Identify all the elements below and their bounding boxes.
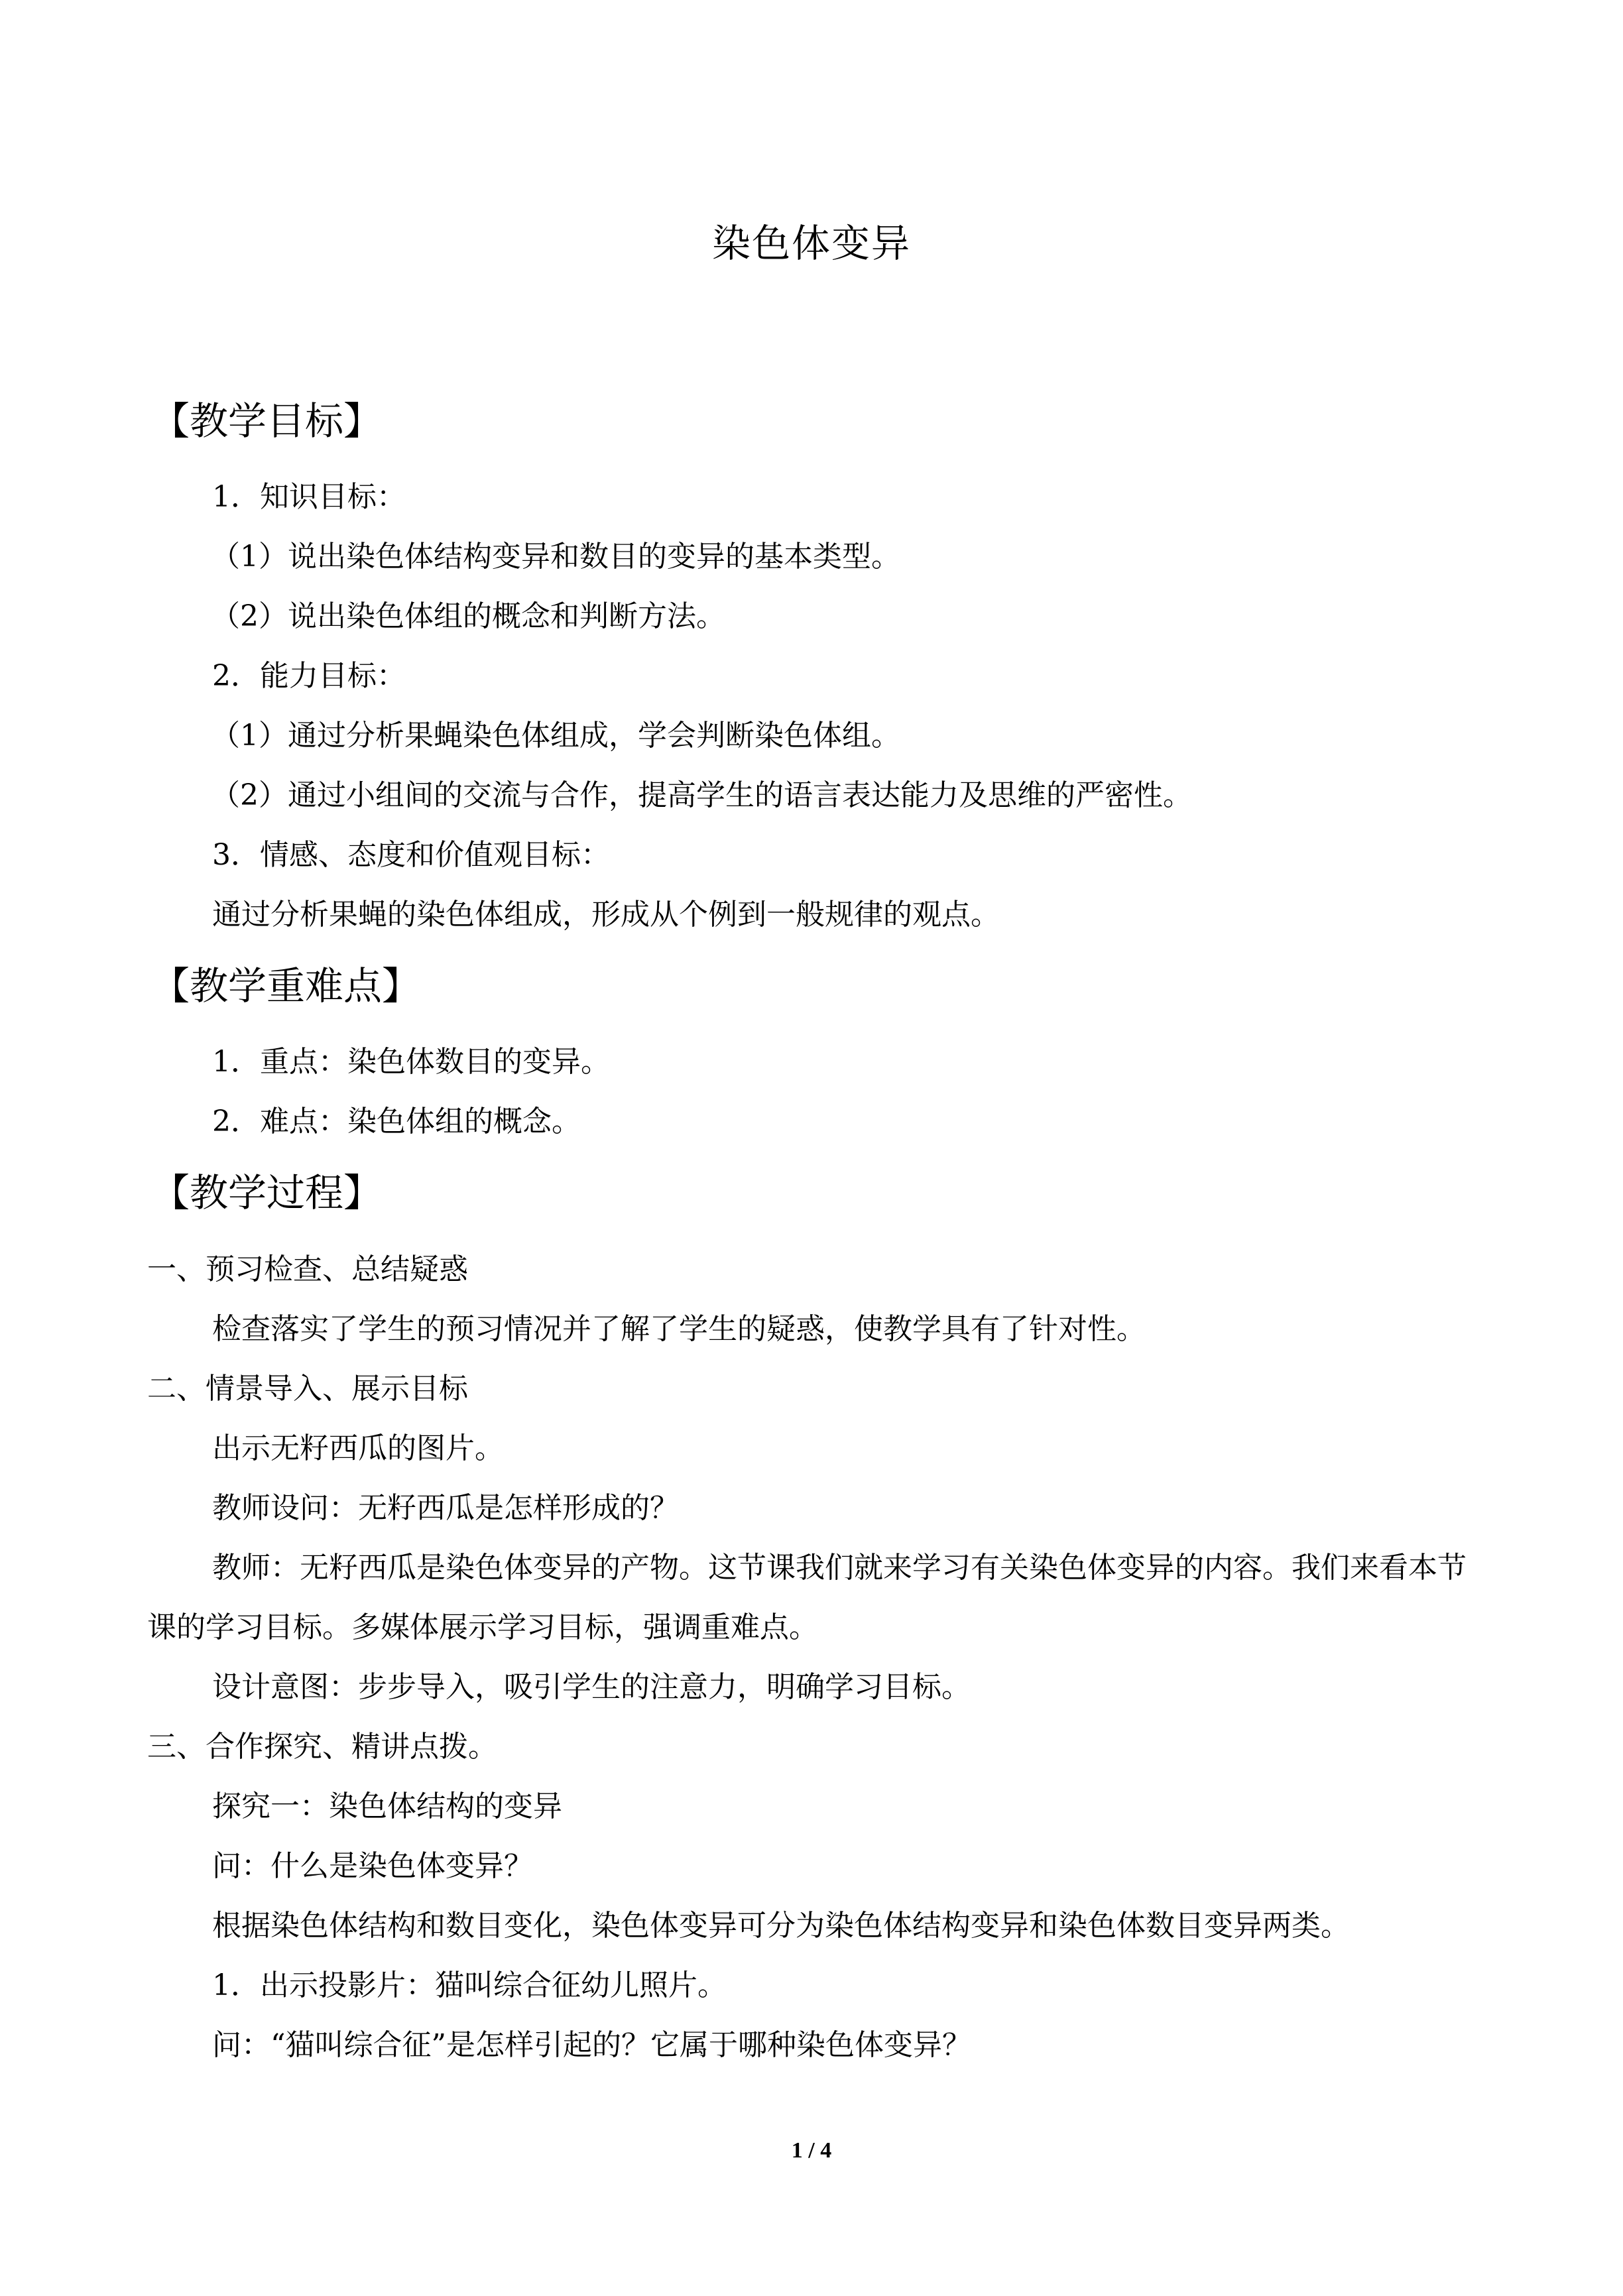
- goal-line-6: （2）通过小组间的交流与合作，提高学生的语言表达能力及思维的严密性。: [211, 778, 1192, 812]
- process-line-11: 根据染色体结构和数目变化，染色体变异可分为染色体结构变异和染色体数目变异两类。: [212, 1909, 1350, 1943]
- goal-line-8: 通过分析果蝇的染色体组成，形成从个例到一般规律的观点。: [212, 898, 1000, 932]
- process-line-1: 一、预习检查、总结疑惑: [147, 1252, 468, 1286]
- process-line-3: 二、情景导入、展示目标: [147, 1372, 468, 1406]
- goal-line-1: 1．知识目标：: [212, 480, 406, 514]
- goal-line-3: （2）说出染色体组的概念和判断方法。: [211, 599, 725, 633]
- process-line-4: 出示无籽西瓜的图片。: [212, 1431, 504, 1465]
- heading-teaching-process: 【教学过程】: [151, 1170, 383, 1215]
- heading-key-points: 【教学重难点】: [151, 963, 421, 1008]
- goal-line-7: 3．情感、态度和价值观目标：: [212, 838, 610, 872]
- heading-teaching-goals: 【教学目标】: [151, 398, 383, 444]
- goal-line-2: （1）说出染色体结构变异和数目的变异的基本类型。: [211, 540, 900, 574]
- process-line-12: 1．出示投影片：猫叫综合征幼儿照片。: [212, 1968, 727, 2002]
- process-line-5: 教师设问：无籽西瓜是怎样形成的？: [212, 1491, 679, 1525]
- goal-line-4: 2．能力目标：: [212, 659, 406, 693]
- process-line-2: 检查落实了学生的预习情况并了解了学生的疑惑，使教学具有了针对性。: [212, 1312, 1146, 1346]
- key-point-line-1: 1．重点：染色体数目的变异。: [212, 1045, 610, 1079]
- process-line-13: 问：“猫叫综合征”是怎样引起的？它属于哪种染色体变异？: [212, 2028, 971, 2062]
- document-title: 染色体变异: [711, 221, 911, 266]
- process-paragraph-teacher: 教师：无籽西瓜是染色体变异的产物。这节课我们就来学习有关染色体变异的内容。我们来看本节课的学习目标。多媒体展示学习目标，强调重难点。: [147, 1551, 1467, 1644]
- process-line-8: 三、合作探究、精讲点拨。: [147, 1730, 497, 1764]
- page-number: 1 / 4: [791, 2138, 832, 2163]
- process-line-7: 设计意图：步步导入，吸引学生的注意力，明确学习目标。: [212, 1670, 971, 1704]
- process-line-9: 探究一：染色体结构的变异: [212, 1789, 562, 1823]
- process-line-10: 问：什么是染色体变异？: [212, 1849, 533, 1883]
- key-point-line-2: 2．难点：染色体组的概念。: [212, 1105, 581, 1138]
- goal-line-5: （1）通过分析果蝇染色体组成，学会判断染色体组。: [211, 719, 900, 753]
